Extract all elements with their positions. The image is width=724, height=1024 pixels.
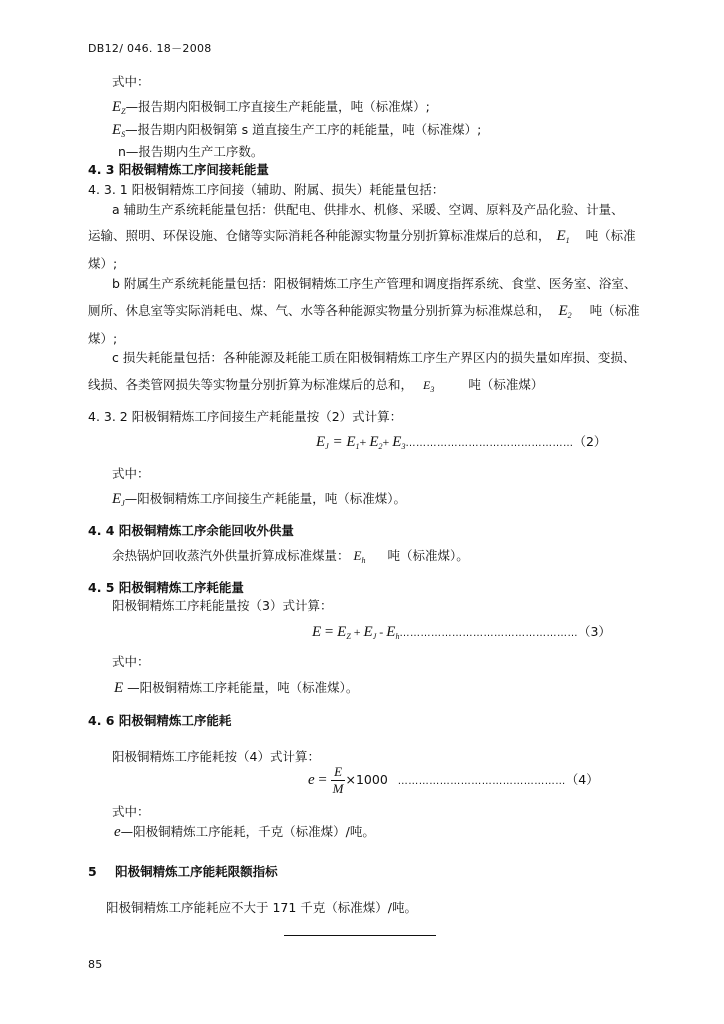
definition-e — [114, 678, 358, 697]
symbol: E — [112, 491, 122, 507]
subscript: J — [372, 632, 377, 641]
page-number: 85 — [88, 958, 103, 971]
fraction — [331, 764, 346, 797]
limit-statement: 阳极铜精炼工序能耗应不大于 171 千克（标准煤）/吨。 — [106, 900, 418, 915]
symbol: E — [558, 303, 568, 319]
definition-text: —报告期内阳极铜第 s 道直接生产工序的耗能量，吨（标准煤）; — [125, 122, 482, 137]
formula-4 — [308, 764, 599, 797]
symbol: e — [114, 824, 121, 840]
subscript: J — [325, 442, 329, 451]
symbol: E — [353, 548, 362, 563]
definition-text: —阳极铜精炼工序间接生产耗能量，吨（标准煤）。 — [124, 491, 406, 506]
formula-symbol: E — [386, 624, 396, 640]
equals-sign: = — [314, 772, 331, 788]
subscript: h — [395, 632, 400, 641]
subscript: 1 — [355, 442, 360, 451]
item-a-line-1: a 辅助生产系统耗能量包括：供配电、供排水、机修、采暖、空调、原料及产品化验、计量、 — [112, 202, 624, 217]
subscript: S — [121, 130, 126, 139]
where-label: 式中： — [112, 804, 150, 819]
leader-dots: …………………………………………… — [399, 628, 578, 639]
formula-symbol: E — [392, 434, 402, 450]
formula-3 — [312, 622, 611, 641]
definition-es — [112, 120, 481, 139]
section-heading-4-4: 4. 4 阳极铜精炼工序余能回收外供量 — [88, 523, 294, 538]
item-a-line-3: 煤）; — [88, 256, 118, 271]
section-heading-4-3: 4. 3 阳极铜精炼工序间接耗能量 — [88, 162, 269, 177]
section-heading-4-5: 4. 5 阳极铜精炼工序耗能量 — [88, 580, 244, 595]
plus-sign: + — [359, 435, 370, 449]
item-b-text: 厕所、休息室等实际消耗电、煤、气、水等各种能源实物量分别折算为标准煤总和， — [88, 303, 551, 318]
section-number: 5 — [88, 864, 97, 879]
subscript: h — [361, 556, 366, 565]
subscript: 2 — [567, 311, 572, 320]
symbol: E — [114, 680, 124, 696]
subsection-4-3-2: 4. 3. 2 阳极铜精炼工序间接生产耗能量按（2）式计算： — [88, 409, 403, 424]
unit-text: 吨（标准煤）。 — [387, 548, 469, 563]
item-c-line-2 — [88, 375, 543, 394]
symbol: E — [556, 228, 566, 244]
subscript: J — [121, 499, 125, 508]
symbol: E — [112, 122, 122, 138]
leader-dots: ………………………………………… — [405, 438, 574, 449]
formula-symbol: E — [316, 434, 326, 450]
equation-number: （2） — [573, 434, 607, 449]
subscript: 3 — [401, 442, 406, 451]
leader-dots: ………………………………………… — [397, 776, 566, 787]
subscript: 1 — [565, 236, 570, 245]
item-a-text: 运输、照明、环保设施、仓储等实际消耗各种能源实物量分别折算标准煤后的总和， — [88, 228, 551, 243]
definition-text: —阳极铜精炼工序耗能量，吨（标准煤）。 — [127, 680, 359, 695]
item-a-line-2 — [88, 226, 636, 245]
formula-symbol: E — [337, 624, 347, 640]
recovery-text: 余热锅炉回收蒸汽外供量折算成标准煤量： — [112, 548, 350, 563]
recovery-line — [112, 546, 469, 565]
item-c-text: 线损、各类管网损失等实物量分别折算为标准煤后的总和， — [88, 377, 414, 392]
unit-text: 吨（标准 — [585, 228, 636, 243]
minus-sign: - — [376, 625, 387, 639]
formula-symbol: E — [312, 624, 322, 640]
formula-4-intro: 阳极铜精炼工序能耗按（4）式计算： — [112, 749, 320, 764]
formula-2 — [316, 432, 606, 451]
unit-text: 吨（标准煤） — [468, 377, 544, 392]
definition-ez — [112, 97, 430, 116]
formula-symbol: E — [363, 624, 373, 640]
symbol: E — [423, 378, 431, 392]
where-label: 式中： — [112, 466, 150, 481]
item-c-line-1: c 损失耗能量包括：各种能源及耗能工质在阳极铜精炼工序生产界区内的损失量如库损、变损、 — [112, 350, 636, 365]
definition-n: n—报告期内生产工序数。 — [118, 144, 264, 159]
equation-number: （4） — [565, 772, 599, 787]
multiplier: ×1000 — [345, 772, 388, 787]
definition-e-lower — [114, 822, 375, 841]
equation-number: （3） — [577, 624, 611, 639]
section-heading-5 — [88, 862, 278, 880]
fraction-numerator: E — [334, 764, 343, 779]
formula-symbol: E — [369, 434, 379, 450]
subscript: 2 — [378, 442, 383, 451]
item-b-line-1: b 附属生产系统耗能量包括：阳极铜精炼工序生产管理和调度指挥系统、食堂、医务室、浴室、 — [112, 276, 637, 291]
equals-sign: = — [328, 434, 347, 450]
definition-text: —报告期内阳极铜工序直接生产耗能量，吨（标准煤）; — [125, 99, 430, 114]
end-rule — [284, 935, 436, 936]
subscript: Z — [121, 107, 126, 116]
item-b-line-3: 煤）; — [88, 331, 118, 346]
definition-text: —阳极铜精炼工序能耗，千克（标准煤）/吨。 — [120, 824, 375, 839]
where-label: 式中： — [112, 654, 150, 669]
subscript: Z — [346, 632, 351, 641]
fraction-denominator: M — [332, 781, 344, 796]
section-title: 阳极铜精炼工序能耗限额指标 — [115, 864, 278, 879]
symbol: E — [112, 99, 122, 115]
document-id: DB12/ 046. 18－2008 — [88, 42, 212, 55]
definition-ej — [112, 489, 406, 508]
plus-sign: + — [350, 625, 364, 639]
unit-text: 吨（标准 — [589, 303, 640, 318]
subsection-4-3-1: 4. 3. 1 阳极铜精炼工序间接（辅助、附属、损失）耗能量包括： — [88, 182, 445, 197]
formula-3-intro: 阳极铜精炼工序耗能量按（3）式计算： — [112, 598, 333, 613]
formula-symbol: e — [308, 772, 315, 788]
subscript: 3 — [430, 385, 435, 394]
equals-sign: = — [321, 624, 338, 640]
where-label: 式中： — [112, 74, 150, 89]
section-heading-4-6: 4. 6 阳极铜精炼工序能耗 — [88, 713, 232, 728]
formula-symbol: E — [346, 434, 356, 450]
plus-sign: + — [382, 435, 393, 449]
item-b-line-2 — [88, 301, 640, 320]
